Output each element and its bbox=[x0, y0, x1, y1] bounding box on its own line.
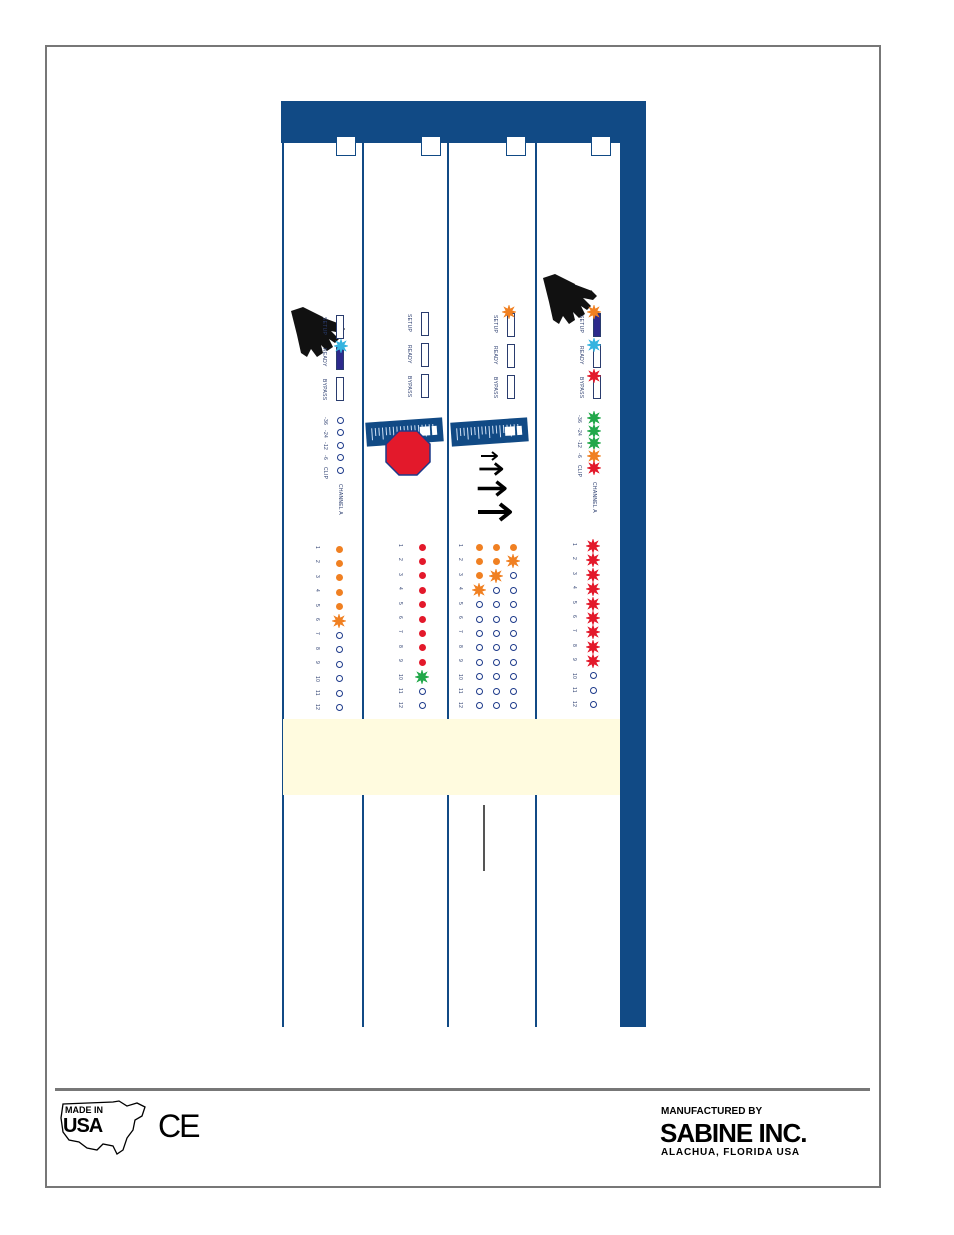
led-indicator bbox=[419, 572, 426, 579]
button-setup[interactable] bbox=[421, 312, 429, 336]
panel-right-bar bbox=[620, 143, 646, 1027]
meter-label: -12 bbox=[322, 442, 328, 451]
meter-star-icon bbox=[587, 461, 601, 475]
company-location: ALACHUA, FLORIDA USA bbox=[661, 1147, 800, 1158]
led-indicator bbox=[337, 454, 344, 461]
step-box-4 bbox=[591, 136, 611, 156]
led-number: 5 bbox=[457, 601, 463, 605]
led-indicator bbox=[337, 467, 344, 474]
led-number: 7 bbox=[457, 630, 463, 634]
led-indicator bbox=[419, 558, 426, 565]
led-number: 10 bbox=[457, 673, 463, 680]
led-star-icon bbox=[489, 569, 503, 583]
footer-divider bbox=[55, 1088, 870, 1091]
led-indicator bbox=[336, 560, 343, 567]
led-number: 7 bbox=[571, 629, 577, 633]
led-indicator bbox=[510, 688, 517, 695]
meter-label: CLIP bbox=[322, 467, 328, 480]
led-indicator bbox=[337, 429, 344, 436]
button-label-bypass: BYPASS bbox=[578, 377, 584, 399]
led-indicator bbox=[510, 644, 517, 651]
column-divider bbox=[447, 143, 449, 1027]
led-number: 5 bbox=[571, 600, 577, 604]
button-ready[interactable] bbox=[421, 343, 429, 367]
led-indicator bbox=[493, 673, 500, 680]
led-number: 4 bbox=[457, 587, 463, 591]
led-number: 6 bbox=[571, 615, 577, 619]
led-number: 12 bbox=[457, 702, 463, 709]
led-indicator bbox=[510, 673, 517, 680]
button-ready[interactable] bbox=[507, 344, 515, 368]
ce-mark: CE bbox=[158, 1108, 199, 1144]
step-box-1 bbox=[336, 136, 356, 156]
led-star-icon bbox=[586, 654, 600, 668]
led-star-icon bbox=[586, 582, 600, 596]
button-bypass[interactable] bbox=[336, 377, 344, 401]
led-indicator bbox=[493, 630, 500, 637]
led-indicator bbox=[590, 701, 597, 708]
led-number: 4 bbox=[571, 586, 577, 590]
step-box-2 bbox=[421, 136, 441, 156]
led-star-icon bbox=[586, 640, 600, 654]
led-star-icon bbox=[332, 614, 346, 628]
led-number: 8 bbox=[571, 643, 577, 647]
led-number: 8 bbox=[397, 644, 403, 648]
led-number: 1 bbox=[397, 544, 403, 548]
led-number: 10 bbox=[314, 675, 320, 682]
led-indicator bbox=[419, 644, 426, 651]
led-indicator bbox=[419, 544, 426, 551]
led-number: 11 bbox=[314, 690, 320, 696]
button-label-ready: READY bbox=[578, 346, 584, 365]
led-star-icon bbox=[586, 611, 600, 625]
meter-label: -36 bbox=[576, 415, 582, 424]
led-indicator bbox=[419, 601, 426, 608]
button-label-ready: READY bbox=[321, 348, 327, 367]
led-number: 7 bbox=[397, 630, 403, 634]
button-label-ready: READY bbox=[492, 346, 498, 365]
led-number: 2 bbox=[314, 560, 320, 564]
led-indicator bbox=[493, 558, 500, 565]
setup-blink-icon bbox=[502, 305, 516, 319]
meter-label: -24 bbox=[576, 427, 582, 436]
meter-label: -12 bbox=[576, 440, 582, 449]
led-indicator bbox=[476, 673, 483, 680]
led-indicator bbox=[419, 630, 426, 637]
made-in-usa-logo bbox=[57, 1098, 149, 1158]
led-number: 4 bbox=[314, 589, 320, 593]
led-star-icon bbox=[506, 554, 520, 568]
bypass-blink-icon bbox=[587, 369, 601, 383]
led-number: 6 bbox=[397, 616, 403, 620]
led-number: 11 bbox=[457, 688, 463, 694]
led-indicator bbox=[590, 687, 597, 694]
setup-blink-icon bbox=[587, 305, 601, 319]
led-number: 6 bbox=[457, 616, 463, 620]
led-indicator bbox=[510, 587, 517, 594]
led-indicator bbox=[510, 544, 517, 551]
led-indicator bbox=[476, 601, 483, 608]
divider-line bbox=[483, 805, 485, 871]
led-indicator bbox=[476, 616, 483, 623]
led-number: 1 bbox=[457, 544, 463, 548]
led-number: 3 bbox=[457, 572, 463, 576]
led-number: 9 bbox=[397, 659, 403, 663]
led-indicator bbox=[493, 616, 500, 623]
led-indicator bbox=[336, 661, 343, 668]
led-number: 10 bbox=[397, 673, 403, 680]
led-indicator bbox=[510, 659, 517, 666]
manufactured-by-text: MANUFACTURED BY bbox=[661, 1106, 763, 1117]
led-indicator bbox=[510, 702, 517, 709]
led-number: 9 bbox=[457, 659, 463, 663]
led-number: 6 bbox=[314, 618, 320, 622]
led-indicator bbox=[493, 601, 500, 608]
led-indicator bbox=[493, 688, 500, 695]
led-indicator bbox=[510, 572, 517, 579]
led-number: 5 bbox=[397, 601, 403, 605]
led-number: 3 bbox=[571, 571, 577, 575]
led-number: 7 bbox=[314, 632, 320, 636]
channel-label: CHANNEL A bbox=[591, 482, 597, 513]
led-indicator bbox=[336, 690, 343, 697]
ready-blink-icon bbox=[334, 339, 348, 353]
led-star-icon bbox=[472, 583, 486, 597]
led-number: 3 bbox=[397, 572, 403, 576]
led-number: 5 bbox=[314, 603, 320, 607]
ready-blink-icon bbox=[587, 338, 601, 352]
usa-text: USA bbox=[63, 1115, 103, 1137]
arrow-icon bbox=[476, 502, 516, 527]
led-star-icon bbox=[415, 670, 429, 684]
led-number: 1 bbox=[571, 543, 577, 547]
led-indicator bbox=[336, 574, 343, 581]
led-indicator bbox=[493, 644, 500, 651]
led-number: 9 bbox=[571, 658, 577, 662]
led-indicator bbox=[510, 630, 517, 637]
led-number: 10 bbox=[571, 672, 577, 679]
column-divider bbox=[282, 143, 284, 1027]
page-border bbox=[45, 45, 881, 1188]
company-name: SABINE INC. bbox=[660, 1118, 807, 1148]
meter-label: -6 bbox=[322, 454, 328, 460]
meter-label: -24 bbox=[322, 429, 328, 438]
button-label-setup: SETUP bbox=[321, 317, 327, 336]
led-number: 9 bbox=[314, 661, 320, 665]
led-indicator bbox=[476, 702, 483, 709]
led-indicator bbox=[476, 659, 483, 666]
led-star-icon bbox=[586, 539, 600, 553]
button-label-setup: SETUP bbox=[406, 314, 412, 333]
led-indicator bbox=[336, 546, 343, 553]
led-indicator bbox=[336, 675, 343, 682]
led-number: 8 bbox=[457, 644, 463, 648]
led-star-icon bbox=[586, 568, 600, 582]
led-indicator bbox=[419, 616, 426, 623]
led-indicator bbox=[493, 702, 500, 709]
led-indicator bbox=[336, 632, 343, 639]
led-number: 2 bbox=[571, 557, 577, 561]
arrow-icon bbox=[476, 480, 510, 502]
led-number: 2 bbox=[457, 558, 463, 562]
button-label-ready: READY bbox=[406, 345, 412, 364]
button-label-setup: SETUP bbox=[578, 315, 584, 334]
button-label-bypass: BYPASS bbox=[492, 377, 498, 399]
led-indicator bbox=[510, 616, 517, 623]
led-star-icon bbox=[586, 625, 600, 639]
led-indicator bbox=[590, 672, 597, 679]
button-bypass[interactable] bbox=[507, 375, 515, 399]
stop-sign-icon bbox=[385, 430, 431, 481]
led-indicator bbox=[476, 558, 483, 565]
led-number: 12 bbox=[571, 701, 577, 708]
button-label-setup: SETUP bbox=[492, 315, 498, 334]
made-in-text: MADE IN bbox=[65, 1105, 103, 1115]
led-indicator bbox=[419, 659, 426, 666]
led-indicator bbox=[476, 630, 483, 637]
led-indicator bbox=[510, 601, 517, 608]
led-indicator bbox=[419, 688, 426, 695]
led-indicator bbox=[419, 702, 426, 709]
column-divider bbox=[362, 143, 364, 1027]
led-indicator bbox=[336, 646, 343, 653]
led-indicator bbox=[493, 544, 500, 551]
led-indicator bbox=[336, 589, 343, 596]
led-number: 12 bbox=[314, 704, 320, 711]
button-setup[interactable] bbox=[336, 315, 344, 339]
button-bypass[interactable] bbox=[421, 374, 429, 398]
button-label-bypass: BYPASS bbox=[321, 379, 327, 401]
meter-label: -36 bbox=[322, 417, 328, 426]
note-area bbox=[283, 719, 620, 795]
led-star-icon bbox=[586, 553, 600, 567]
led-number: 12 bbox=[397, 702, 403, 709]
led-indicator bbox=[493, 659, 500, 666]
button-label-bypass: BYPASS bbox=[406, 376, 412, 398]
channel-label: CHANNEL A bbox=[337, 484, 343, 515]
step-box-3 bbox=[506, 136, 526, 156]
led-indicator bbox=[476, 544, 483, 551]
led-indicator bbox=[476, 688, 483, 695]
led-indicator bbox=[476, 644, 483, 651]
led-number: 11 bbox=[397, 688, 403, 694]
led-indicator bbox=[336, 704, 343, 711]
meter-label: -6 bbox=[576, 452, 582, 458]
led-number: 2 bbox=[397, 558, 403, 562]
led-indicator bbox=[337, 442, 344, 449]
meter-label: CLIP bbox=[576, 465, 582, 478]
led-number: 4 bbox=[397, 587, 403, 591]
column-divider bbox=[535, 143, 537, 1027]
led-number: 1 bbox=[314, 546, 320, 550]
led-number: 8 bbox=[314, 646, 320, 650]
led-indicator bbox=[493, 587, 500, 594]
led-star-icon bbox=[586, 597, 600, 611]
led-indicator bbox=[476, 572, 483, 579]
led-indicator bbox=[337, 417, 344, 424]
arrow-icon bbox=[478, 462, 506, 481]
led-number: 3 bbox=[314, 574, 320, 578]
led-indicator bbox=[419, 587, 426, 594]
led-number: 11 bbox=[571, 687, 577, 693]
led-indicator bbox=[336, 603, 343, 610]
